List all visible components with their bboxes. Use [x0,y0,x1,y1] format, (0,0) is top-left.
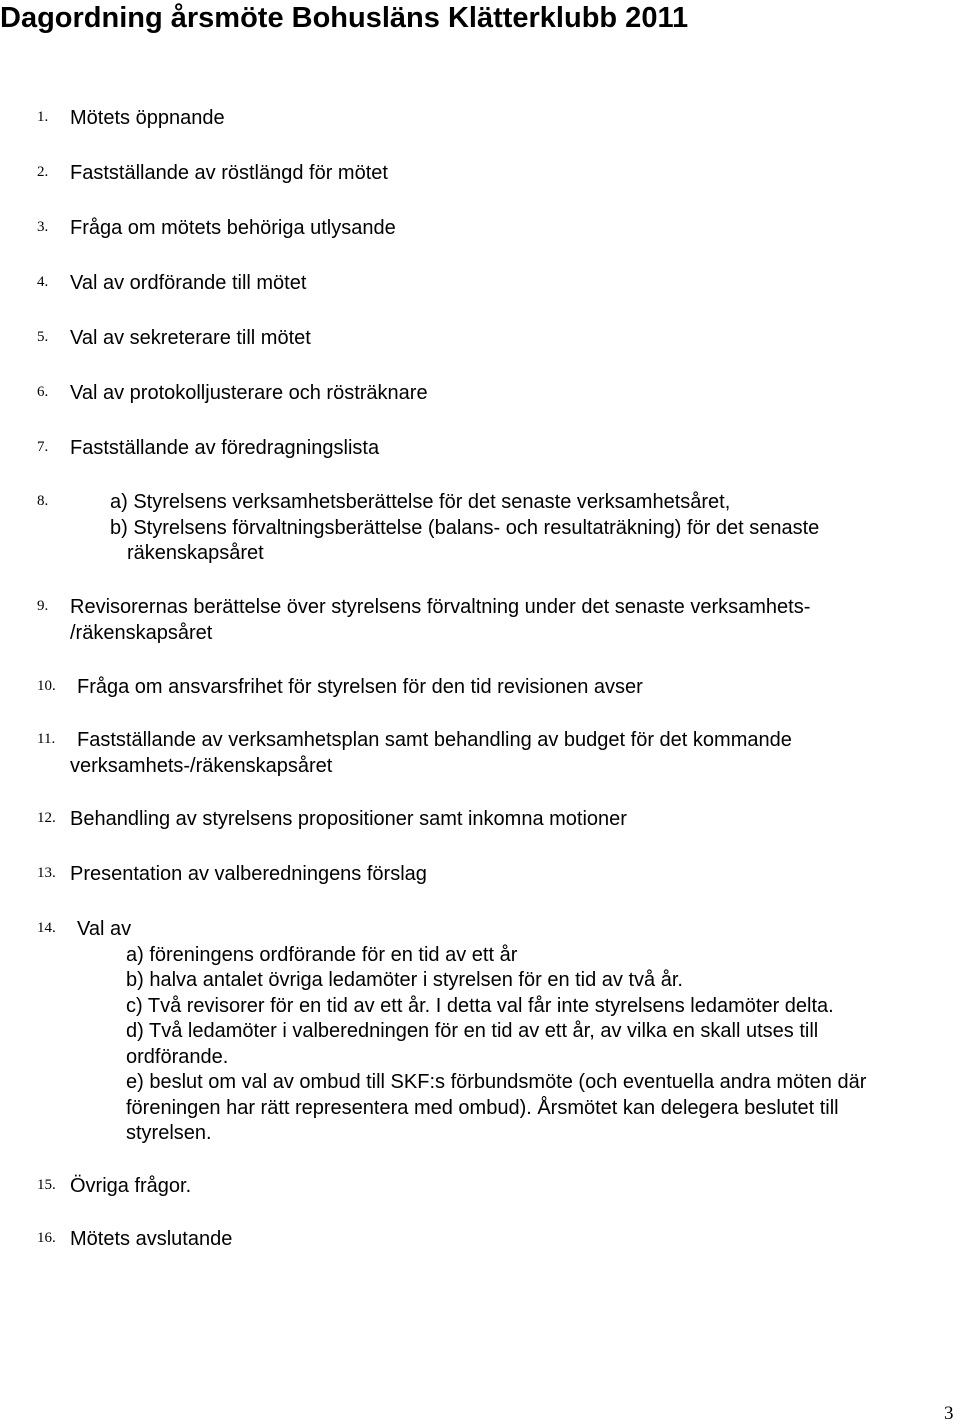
item-number: 3. [37,219,49,235]
item-number: 13. [37,865,56,881]
sub-item-line: styrelsen. [126,1122,212,1144]
item-line: Fastställande av verksamhetsplan samt behandling av budget för det kommande [77,729,792,751]
item-number: 7. [37,439,49,455]
item-number: 8. [37,493,49,509]
item-line: Revisorernas berättelse över styrelsens förvaltning under det senaste verksamhets- [70,596,811,618]
item-number: 11. [37,731,56,747]
item-text [70,595,810,646]
item-text: Fastställande av röstlängd för mötet [70,162,388,184]
item-text [0,917,866,1147]
item-text: Mötets öppnande [70,107,225,129]
item-number: 10. [37,678,56,694]
item-text: Fråga om ansvarsfrihet för styrelsen för den tid revisionen avser [77,676,643,698]
item-text: Presentation av valberedningens förslag [70,863,427,885]
item-line: /räkenskapsåret [70,621,213,644]
sub-item-line: b) halva antalet övriga ledamöter i styrelsen för en tid av två år. [126,969,683,991]
sub-item-line: föreningen har rätt representera med ombud). Årsmötet kan delegera beslutet till [126,1096,839,1119]
sub-item-line: c) Två revisorer för en tid av ett år. I detta val får inte styrelsens ledamöter delta. [126,994,834,1017]
item-text [70,728,792,779]
item-text [0,490,819,567]
sub-item-line: e) beslut om val av ombud till SKF:s förbundsmöte (och eventuella andra möten där [126,1071,867,1093]
item-text: Mötets avslutande [70,1228,233,1250]
item-number: 9. [37,598,49,614]
item-number: 6. [37,384,49,400]
item-line: b) Styrelsens förvaltningsberättelse (balans- och resultaträkning) för det senaste [110,516,820,539]
page-title: Dagordning årsmöte Bohusläns Klätterklubb 2011 [0,2,689,34]
item-text: Fråga om mötets behöriga utlysande [70,217,396,239]
item-number: 4. [37,274,49,290]
item-text: Val av protokolljusterare och rösträknare [70,382,428,404]
item-text: Fastställande av föredragningslista [70,437,380,459]
item-text: Övriga frågor. [70,1175,192,1197]
item-line: a) Styrelsens verksamhetsberättelse för det senaste verksamhetsåret, [110,491,731,513]
item-line: verksamhets-/räkenskapsåret [70,754,333,777]
item-text: Behandling av styrelsens propositioner samt inkomna motioner [70,808,627,830]
item-line: räkenskapsåret [127,542,264,564]
item-text: Val av sekreterare till mötet [70,327,311,349]
item-number: 16. [37,1230,56,1246]
item-number: 1. [37,109,49,125]
item-number: 2. [37,164,49,180]
item-number: 12. [37,810,56,826]
page-number: 3 [944,1403,954,1424]
item-text: Val av ordförande till mötet [70,272,307,294]
item-number: 15. [37,1177,56,1193]
sub-item-line: ordförande. [126,1045,229,1068]
sub-item-line: a) föreningens ordförande för en tid av ett år [126,943,518,966]
item-number: 14. [37,920,56,936]
item-number: 5. [37,329,49,345]
sub-item-line: d) Två ledamöter i valberedningen för en tid av ett år, av vilka en skall utses till [126,1020,819,1042]
item-line: Val av [77,918,132,940]
